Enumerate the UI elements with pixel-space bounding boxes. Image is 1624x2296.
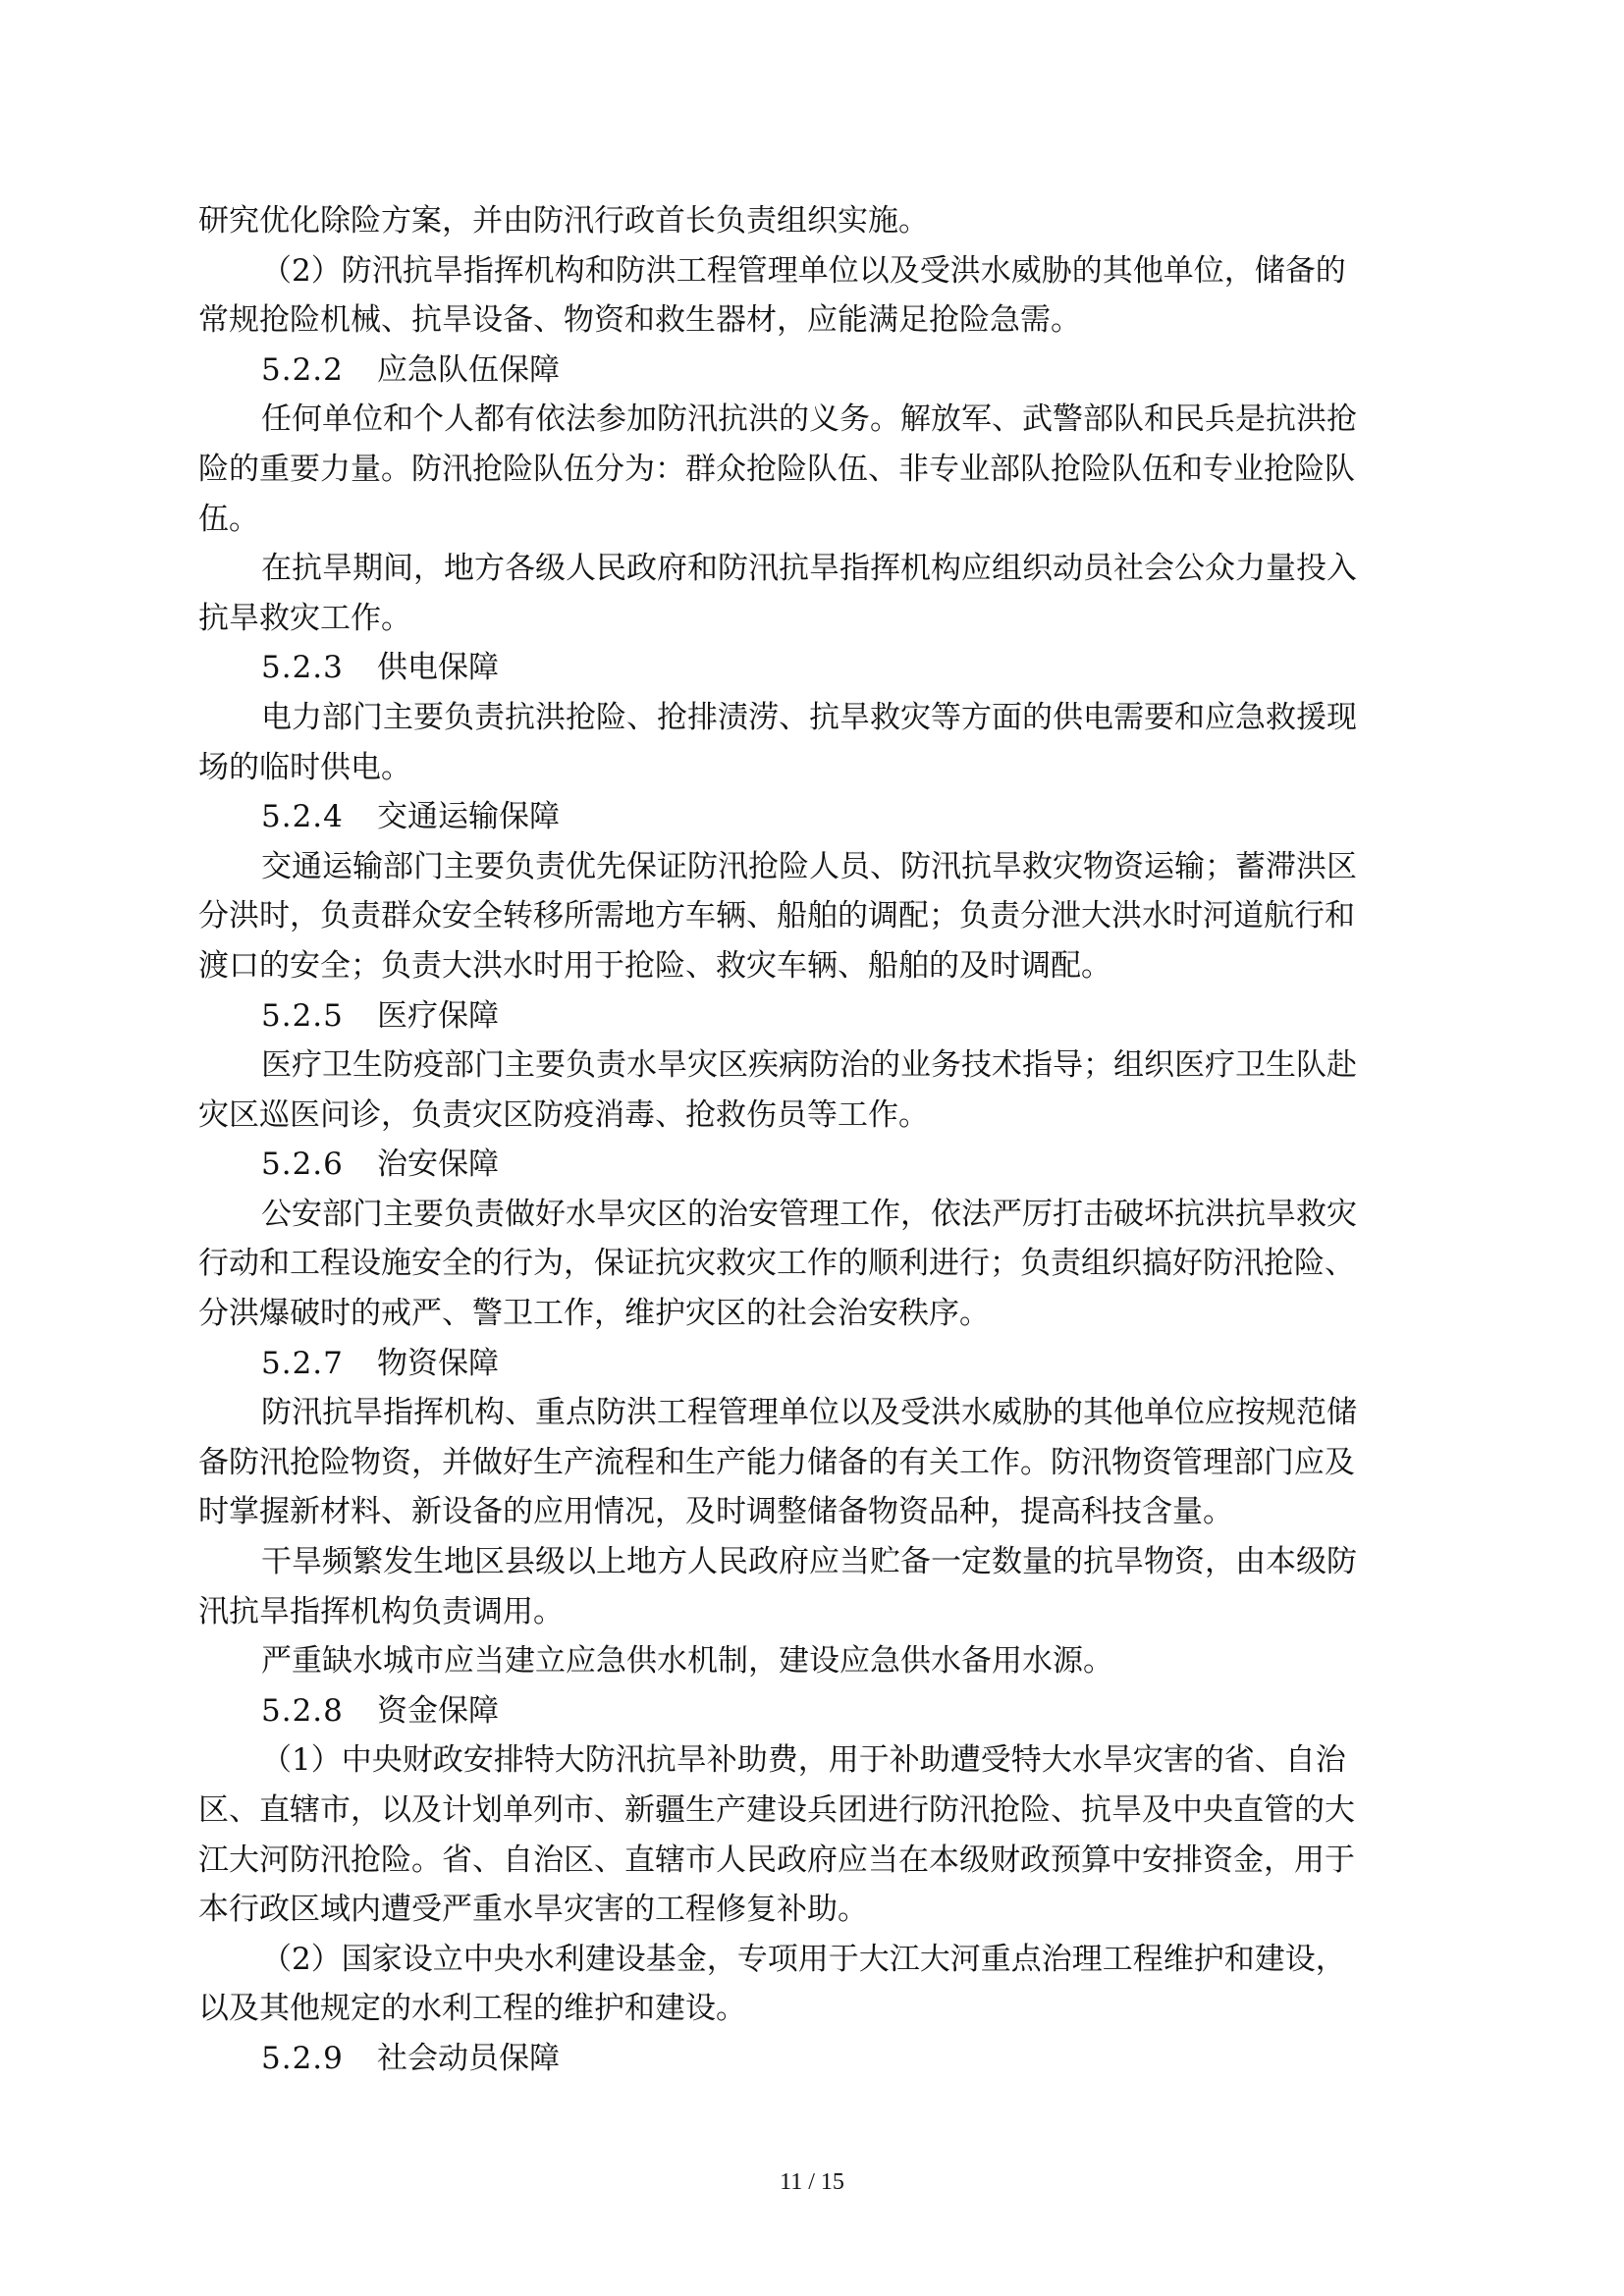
text-line: 交通运输部门主要负责优先保证防汛抢险人员、防汛抗旱救灾物资运输；蓄滞洪区 (261, 848, 1357, 884)
text-line: 防汛抗旱指挥机构、重点防洪工程管理单位以及受洪水威胁的其他单位应按规范储 (261, 1395, 1357, 1431)
section-heading (198, 2034, 1437, 2084)
section-heading (198, 792, 1437, 842)
section-title: 资金保障 (377, 1692, 499, 1729)
section-number: 5.2.4 (261, 799, 344, 835)
page-number: 11 / 15 (780, 2169, 844, 2195)
section-heading (198, 643, 1437, 693)
text-line: 本行政区域内遭受严重水旱灾害的工程修复补助。 (198, 1892, 868, 1928)
section-title: 应急队伍保障 (377, 351, 560, 388)
section-number: 5.2.2 (261, 351, 344, 388)
text-line: 险的重要力量。防汛抢险队伍分为：群众抢险队伍、非专业部队抢险队伍和专业抢险队 (198, 451, 1355, 487)
section-title: 物资保障 (377, 1345, 499, 1381)
text-line: 严重缺水城市应当建立应急供水机制，建设应急供水备用水源。 (261, 1643, 1113, 1680)
text-line: 干旱频繁发生地区县级以上地方人民政府应当贮备一定数量的抗旱物资，由本级防 (261, 1544, 1357, 1580)
section-heading (198, 1339, 1437, 1389)
section-number: 5.2.6 (261, 1147, 344, 1183)
section-title: 治安保障 (377, 1147, 499, 1183)
text-line: 任何单位和个人都有依法参加防汛抗洪的义务。解放军、武警部队和民兵是抗洪抢 (261, 401, 1357, 438)
section-number: 5.2.9 (261, 2040, 344, 2076)
text-line: （2）国家设立中央水利建设基金，专项用于大江大河重点治理工程维护和建设， (261, 1941, 1346, 1977)
text-line: 电力部门主要负责抗洪抢险、抢排渍涝、抗旱救灾等方面的供电需要和应急救援现 (261, 699, 1357, 735)
text-line: 以及其他规定的水利工程的维护和建设。 (198, 1991, 746, 2027)
section-number: 5.2.8 (261, 1692, 344, 1729)
text-line: 渡口的安全；负责大洪水时用于抢险、救灾车辆、船舶的及时调配。 (198, 947, 1111, 984)
section-title: 医疗保障 (377, 997, 499, 1034)
section-number: 5.2.5 (261, 997, 344, 1034)
section-heading (198, 1140, 1437, 1190)
section-heading (198, 346, 1437, 396)
text-line: 区、直辖市，以及计划单列市、新疆生产建设兵团进行防汛抢险、抗旱及中央直管的大 (198, 1792, 1355, 1828)
text-line: 汛抗旱指挥机构负责调用。 (198, 1593, 564, 1629)
section-number: 5.2.3 (261, 650, 344, 686)
text-line: 时掌握新材料、新设备的应用情况，及时调整储备物资品种，提高科技含量。 (198, 1494, 1233, 1530)
text-line: 伍。 (198, 501, 259, 537)
text-line: 分洪时，负责群众安全转移所需地方车辆、船舶的调配；负责分泄大洪水时河道航行和 (198, 898, 1355, 934)
text-line: （1）中央财政安排特大防汛抗旱补助费，用于补助遭受特大水旱灾害的省、自治 (261, 1742, 1346, 1779)
text-line: 抗旱救灾工作。 (198, 600, 411, 636)
section-number: 5.2.7 (261, 1345, 344, 1381)
text-line: 备防汛抢险物资，并做好生产流程和生产能力储备的有关工作。防汛物资管理部门应及 (198, 1444, 1355, 1480)
text-line: 在抗旱期间，地方各级人民政府和防汛抗旱指挥机构应组织动员社会公众力量投入 (261, 551, 1357, 587)
section-title: 交通运输保障 (377, 799, 560, 835)
text-line: 公安部门主要负责做好水旱灾区的治安管理工作，依法严厉打击破坏抗洪抗旱救灾 (261, 1196, 1357, 1232)
text-line: 医疗卫生防疫部门主要负责水旱灾区疾病防治的业务技术指导；组织医疗卫生队赴 (261, 1047, 1357, 1084)
text-line: 江大河防汛抢险。省、自治区、直辖市人民政府应当在本级财政预算中安排资金，用于 (198, 1842, 1355, 1878)
text-line: 分洪爆破时的戒严、警卫工作，维护灾区的社会治安秩序。 (198, 1296, 990, 1332)
document-body (198, 196, 1437, 2084)
text-line: 行动和工程设施安全的行为，保证抗灾救灾工作的顺利进行；负责组织搞好防汛抢险、 (198, 1246, 1355, 1282)
text-line: 常规抢险机械、抗旱设备、物资和救生器材，应能满足抢险急需。 (198, 302, 1081, 339)
section-heading (198, 1686, 1437, 1736)
section-heading (198, 991, 1437, 1041)
text-line: 研究优化除险方案，并由防汛行政首长负责组织实施。 (198, 203, 929, 239)
text-line: （2）防汛抗旱指挥机构和防洪工程管理单位以及受洪水威胁的其他单位，储备的 (261, 252, 1346, 289)
section-title: 社会动员保障 (377, 2040, 560, 2076)
text-line: 灾区巡医问诊，负责灾区防疫消毒、抢救伤员等工作。 (198, 1096, 929, 1133)
section-title: 供电保障 (377, 650, 499, 686)
text-line: 场的临时供电。 (198, 749, 411, 785)
